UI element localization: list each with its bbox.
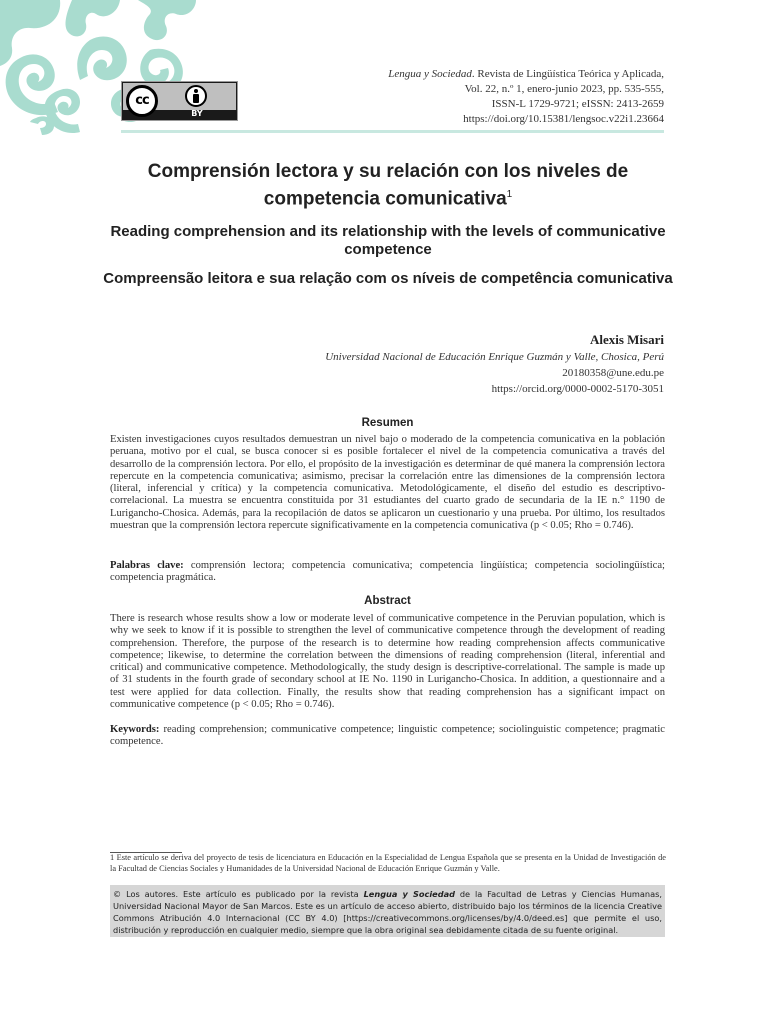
author-email[interactable]: 20180358@une.edu.pe [562,367,664,379]
journal-name: Lengua y Sociedad [388,68,472,80]
by-label: BY [191,109,203,118]
resumen-body: Existen investigaciones cuyos resultados demuestran un nivel bajo o moderado de la competencia comunicativa en la población peruana, motivo por el cual, se busca conocer si es posible fortalecer el nivel de la competencia comunicativa a través del desarrollo de la comprensión lectora. Por ello, el propósito de la investigación es determinar de qué manera la comprensión lectora repercute en la competencia comunicativa; asimismo, precisar la correlación entre las dimensiones de la comprensión lectora (literal, inferencial y crítica) y la competencia comunicativa. Metodológicamente, el diseño del estudio es descriptivo-correlacional. La muestra se encuentra constituida por 31 estudiantes del cuarto grado de secundaria de la IE n.° 1190 de Lurigancho-Chosica. Además, para la recopilación de datos se aplicaron un cuestionario y una prueba. Por último, los resultados muestran que la comprensión lectora repercute significativamente en la competencia comunicativa (p < 0.05; Rho = 0.746). [110,434,665,532]
journal-volume: Vol. 22, n.º 1, enero-junio 2023, pp. 535-555, [464,83,664,95]
title-english: Reading comprehension and its relationship with the levels of communicative competence [110,223,666,258]
license-journal-name: Lengua y Sociedad [363,889,455,899]
journal-citation [388,67,664,127]
author-orcid[interactable]: https://orcid.org/0000-0002-5170-3051 [491,383,664,395]
author-affiliation: Universidad Nacional de Educación Enrique Guzmán y Valle, Chosica, Perú [325,351,664,363]
abstract-keywords [110,724,665,749]
creative-commons-icon: cc [126,85,158,117]
abstract-body: There is research whose results show a low or moderate level of communicative competence in the Peruvian population, which is why we seek to know if it is possible to strengthen the level of communicative competence through the development of reading comprehension. Therefore, the purpose of the research is to determine how reading comprehension affects communicative competence; likewise, to determine the correlation between the dimensions of reading comprehension (literal, inferential and critical) and communicative competence. Methodologically, the study design is descriptive-correlational. The sample is made up of 31 students in the fourth grade of secondary school at IE No. 1190 in Lurigancho-Chosica. In addition, a questionnaire and a test were applied for data collection. Finally, the results show that reading comprehension has a significant impact on communicative competence (p < 0.05; Rho = 0.746). [110,613,665,711]
resumen-keywords-text: comprensión lectora; competencia comunicativa; competencia lingüística; competencia sociolingüística; competencia pragmática. [110,560,665,584]
footnote: 1 Este artículo se deriva del proyecto de tesis de licenciatura en Educación en la Especialidad de Lengua Española que se presenta en la Unidad de Investigación de la Facultad de Ciencias Sociales y Humanidades de la Universidad Nacional de Educación Enrique Guzmán y Valle. [110,853,666,873]
title-spanish [100,160,676,210]
header-divider [121,130,664,133]
cc-by-license-badge[interactable] [121,81,238,121]
journal-issn: ISSN-L 1729-9721; eISSN: 2413-2659 [491,98,664,110]
license-text-end: de la Facultad de Letras y Ciencias Humanas, Universidad Nacional Mayor de San Marcos. Este es un artículo de acceso abierto, distribuido bajo los términos de la licencia Creative Commons Atribución 4.0 Internacional (CC BY 4.0) [https://creativecommons.org/licenses/by/4.0/deed.es] que permite el uso, distribución y reproducción en cualquier medio, siempre que la obra original sea debidamente citada de su fuente original. [113,889,662,935]
abstract-keywords-text: reading comprehension; communicative competence; linguistic competence; sociolinguistic competence; pragmatic competence. [110,724,665,748]
author-block [325,331,664,397]
resumen-heading: Resumen [361,417,414,429]
resumen-keywords-label: Palabras clave: [110,560,184,571]
journal-subtitle: . Revista de Lingüística Teórica y Aplicada, [471,68,664,80]
resumen-keywords [110,560,665,585]
license-text-start: © Los autores. Este artículo es publicado por la revista [113,889,364,899]
license-notice [110,885,665,937]
attribution-icon [185,85,207,107]
doi-link[interactable]: https://doi.org/10.15381/lengsoc.v22i1.23664 [463,113,664,125]
abstract-keywords-label: Keywords: [110,724,160,735]
title-spanish-text: Comprensión lectora y su relación con los niveles de competencia comunicativa [147,161,629,210]
author-name: Alexis Misari [589,332,664,347]
abstract-heading: Abstract [364,595,411,607]
title-portuguese: Compreensão leitora e sua relação com os níveis de competência comunicativa [103,270,673,287]
footnote-marker[interactable]: 1 [506,189,513,200]
